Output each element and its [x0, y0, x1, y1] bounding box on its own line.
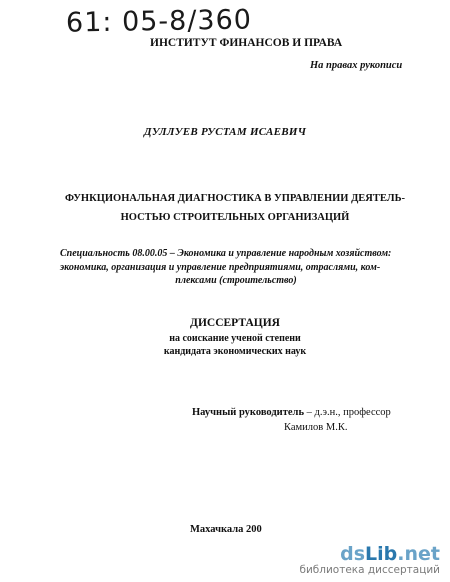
author-name: ДУЛЛУЕВ РУСТАМ ИСАЕВИЧ	[144, 126, 307, 138]
degree-description	[0, 332, 450, 358]
advisor-credentials: – д.э.н., профессор	[304, 407, 391, 418]
dissertation-heading: ДИССЕРТАЦИЯ	[190, 317, 280, 329]
title-line: ФУНКЦИОНАЛЬНАЯ ДИАГНОСТИКА В УПРАВЛЕНИИ ДЕЯТЕЛЬ-	[64, 193, 406, 204]
specialty-line: плексами (строительство)	[175, 275, 297, 286]
dslib-watermark	[299, 544, 440, 576]
specialty-line: Специальность 08.00.05 – Экономика и управление народным хозяйством:	[60, 248, 392, 259]
advisor-line	[192, 407, 391, 418]
institute-name: ИНСТИТУТ ФИНАНСОВ И ПРАВА	[150, 37, 343, 49]
specialty-block	[60, 247, 412, 288]
degree-line: кандидата экономических наук	[163, 346, 307, 357]
manuscript-rights-note: На правах рукописи	[310, 60, 403, 71]
advisor-label: Научный руководитель	[192, 407, 304, 418]
dissertation-title	[40, 189, 430, 227]
city-year: Махачкала 200	[190, 524, 262, 535]
advisor-name: Камилов М.К.	[284, 422, 348, 433]
degree-line: на соискание ученой степени	[169, 333, 301, 344]
dslib-logo: dsLib.net	[340, 543, 440, 565]
specialty-line: экономика, организация и управление предприятиями, отраслями, ком-	[60, 261, 381, 273]
title-line: НОСТЬЮ СТРОИТЕЛЬНЫХ ОРГАНИЗАЦИЙ	[120, 212, 350, 223]
handwritten-library-number: 61: 05-8/360	[65, 4, 253, 39]
dslib-caption: библиотека диссертаций	[299, 564, 440, 576]
